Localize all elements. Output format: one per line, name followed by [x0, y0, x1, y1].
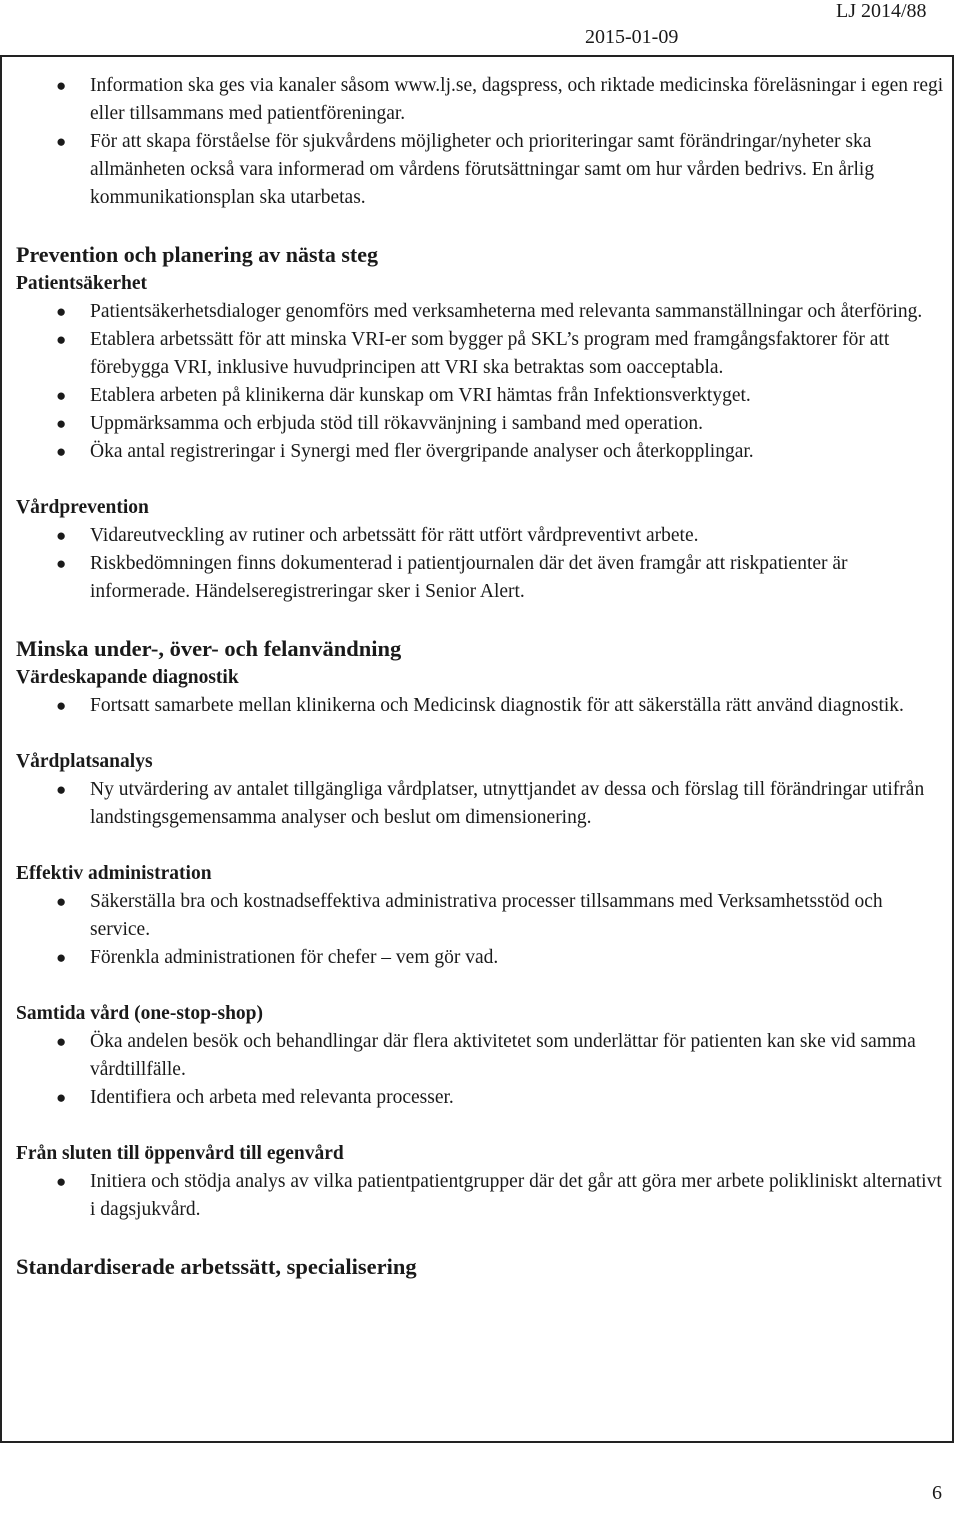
list-item: ● Förenkla administrationen för chefer – vem gör vad. [16, 944, 946, 972]
outpatient-list [16, 1168, 946, 1224]
one-stop-shop-list [16, 1028, 946, 1112]
bullet-icon: ● [56, 892, 67, 911]
bullet-icon: ● [56, 442, 67, 461]
list-item: ● Fortsatt samarbete mellan klinikerna och Medicinsk diagnostik för att säkerställa rätt använd diagnostik. [16, 692, 946, 720]
list-item: ● Öka antal registreringar i Synergi med fler övergripande analyser och återkopplingar. [16, 438, 946, 466]
care-prevention-list [16, 522, 946, 606]
list-item: ● Vidareutveckling av rutiner och arbetssätt för rätt utfört vårdpreventivt arbete. [16, 522, 946, 550]
bullet-icon: ● [56, 302, 67, 321]
section-heading: Standardiserade arbetssätt, specialisering [16, 1254, 417, 1279]
bullet-icon: ● [56, 780, 67, 799]
bullet-icon: ● [56, 414, 67, 433]
section-heading: Minska under-, över- och felanvändning [16, 636, 402, 661]
header-date: 2015-01-09 [585, 26, 679, 48]
subsection-heading: Vårdprevention [16, 497, 149, 518]
page-number: 6 [932, 1482, 942, 1504]
list-item: ● Ny utvärdering av antalet tillgängliga vårdplatser, utnyttjandet av dessa och förslag till förändringar utifrån landstingsgemensamma analyser och beslut om dimensionering. [16, 776, 946, 832]
bullet-icon: ● [56, 1172, 67, 1191]
bullet-icon: ● [56, 132, 67, 151]
list-item: ● Information ska ges via kanaler såsom www.lj.se, dagspress, och riktade medicinska föreläsningar i egen regi eller tillsammans med patientföreningar. [16, 72, 946, 128]
intro-list [16, 72, 946, 212]
subsection-heading: Patientsäkerhet [16, 273, 148, 294]
bullet-icon: ● [56, 1032, 67, 1051]
header-reference: LJ 2014/88 [836, 0, 927, 22]
administration-list [16, 888, 946, 972]
list-item: ● Riskbedömningen finns dokumenterad i patientjournalen där det även framgår att riskpatienter är informerade. Händelseregistreringar sker i Senior Alert. [16, 550, 946, 606]
list-item: ● Etablera arbetssätt för att minska VRI-er som bygger på SKL’s program med framgångsfaktorer för att förebygga VRI, inklusive huvudprincipen att VRI ska betraktas som oacceptabla. [16, 326, 946, 382]
bullet-icon: ● [56, 696, 67, 715]
document-body [16, 72, 946, 1282]
subsection-heading: Effektiv administration [16, 863, 212, 884]
bed-analysis-list [16, 776, 946, 832]
patient-safety-list [16, 298, 946, 466]
list-item: ● Patientsäkerhetsdialoger genomförs med verksamheterna med relevanta sammanställningar och återföring. [16, 298, 946, 326]
bullet-icon: ● [56, 554, 67, 573]
subsection-heading: Samtida vård (one-stop-shop) [16, 1003, 264, 1024]
subsection-heading: Från sluten till öppenvård till egenvård [16, 1143, 344, 1164]
list-item: ● Uppmärksamma och erbjuda stöd till rökavvänjning i samband med operation. [16, 410, 946, 438]
subsection-heading: Värdeskapande diagnostik [16, 667, 239, 688]
diagnostics-list [16, 692, 946, 720]
bullet-icon: ● [56, 1088, 67, 1107]
bullet-icon: ● [56, 386, 67, 405]
bullet-icon: ● [56, 330, 67, 349]
list-item: ● Etablera arbeten på klinikerna där kunskap om VRI hämtas från Infektionsverktyget. [16, 382, 946, 410]
bullet-icon: ● [56, 526, 67, 545]
list-item: ● För att skapa förståelse för sjukvårdens möjligheter och prioriteringar samt förändringar/nyheter ska allmänheten också vara informerad om vårdens förutsättningar samt om hur vården bedrivs. En årlig kommunikationsplan ska utarbetas. [16, 128, 946, 212]
subsection-heading: Vårdplatsanalys [16, 751, 153, 772]
list-item: ● Säkerställa bra och kostnadseffektiva administrativa processer tillsammans med Verksamhetsstöd och service. [16, 888, 946, 944]
section-heading: Prevention och planering av nästa steg [16, 242, 378, 267]
list-item: ● Öka andelen besök och behandlingar där flera aktivitetet som underlättar för patienten kan ske vid samma vårdtillfälle. [16, 1028, 946, 1084]
bullet-icon: ● [56, 948, 67, 967]
list-item: ● Initiera och stödja analys av vilka patientpatientgrupper där det går att göra mer arbete polikliniskt alternativt i dagsjukvård. [16, 1168, 946, 1224]
list-item: ● Identifiera och arbeta med relevanta processer. [16, 1084, 946, 1112]
bullet-icon: ● [56, 76, 67, 95]
